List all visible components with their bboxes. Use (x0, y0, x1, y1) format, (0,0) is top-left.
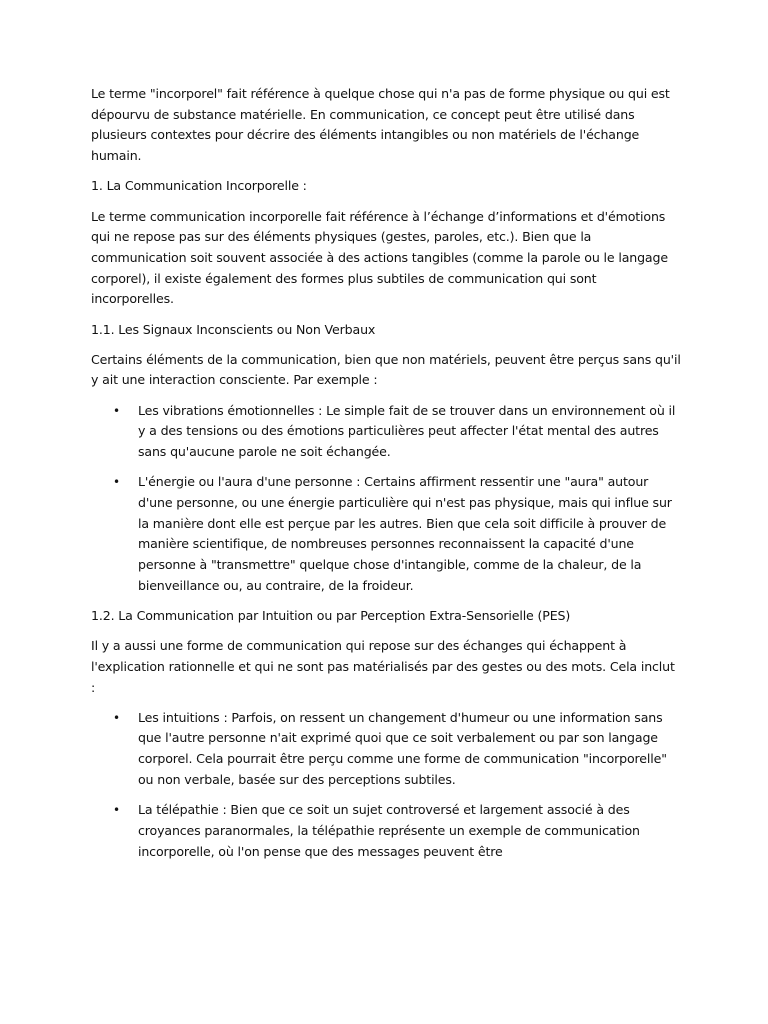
document-page (91, 84, 681, 872)
bullet-icon: • (113, 475, 120, 490)
list-item (91, 472, 681, 596)
section-1-2-paragraph: Il y a aussi une forme de communication qui repose sur des échanges qui échappent à l'explication rationnelle et qui ne sont pas matérialisés par des gestes ou des mots. Cela inclut : (91, 638, 675, 695)
intro-paragraph: Le terme "incorporel" fait référence à quelque chose qui n'a pas de forme physique ou qui est dépourvu de substance matérielle. En communication, ce concept peut être utilisé dans plusieurs contextes pour décrire des éléments intangibles ou non matériels de l'échange humain. (91, 86, 670, 164)
section-1-paragraph: Le terme communication incorporelle fait référence à l’échange d’informations et d'émotions qui ne repose pas sur des éléments physiques (gestes, paroles, etc.). Bien que la communication soit souvent associée à des actions tangibles (comme la parole ou le langage corporel), il existe également des formes plus subtiles de communication qui sont incorporelles. (91, 208, 668, 307)
section-1-2-list (91, 708, 681, 862)
section-1-heading: 1. La Communication Incorporelle : (91, 178, 307, 194)
list-item (91, 401, 681, 463)
section-1-1-paragraph: Certains éléments de la communication, bien que non matériels, peuvent être perçus sans qu'il y ait une interaction consciente. Par exemple : (91, 351, 681, 388)
list-item-text: L'énergie ou l'aura d'une personne : Certains affirment ressentir une "aura" autour d'une personne, ou une énergie particulière qui n'est pas physique, mais qui influe sur la manière dont elle est perçue par les autres. Bien que cela soit difficile à prouver de manière scientifique, de nombreuses personnes reconnaissent la capacité d'une personne à "transmettre" quelque chose d'intangible, comme de la chaleur, de la bienveillance ou, au contraire, de la froideur. (138, 474, 672, 593)
bullet-icon: • (113, 803, 120, 818)
bullet-icon: • (113, 710, 120, 725)
bullet-icon: • (113, 403, 120, 418)
section-1-2-heading: 1.2. La Communication par Intuition ou par Perception Extra-Sensorielle (PES) (91, 607, 571, 623)
list-item-text: Les vibrations émotionnelles : Le simple fait de se trouver dans un environnement où il y a des tensions ou des émotions particulières peut affecter l'état mental des autres sans qu'aucune parole ne soit échangée. (138, 402, 676, 460)
list-item (91, 708, 681, 791)
list-item-text: La télépathie : Bien que ce soit un sujet controversé et largement associé à des croyances paranormales, la télépathie représente un exemple de communication incorporelle, où l'on pense que des messages peuvent être (138, 802, 640, 859)
list-item (91, 800, 681, 862)
section-1-1-list (91, 401, 681, 597)
section-1-1-heading: 1.1. Les Signaux Inconscients ou Non Verbaux (91, 321, 376, 337)
list-item-text: Les intuitions : Parfois, on ressent un changement d'humeur ou une information sans que l'autre personne n'ait exprimé quoi que ce soit verbalement ou par son langage corporel. Cela pourrait être perçu comme une forme de communication "incorporelle" ou non verbale, basée sur des perceptions subtiles. (138, 709, 667, 787)
